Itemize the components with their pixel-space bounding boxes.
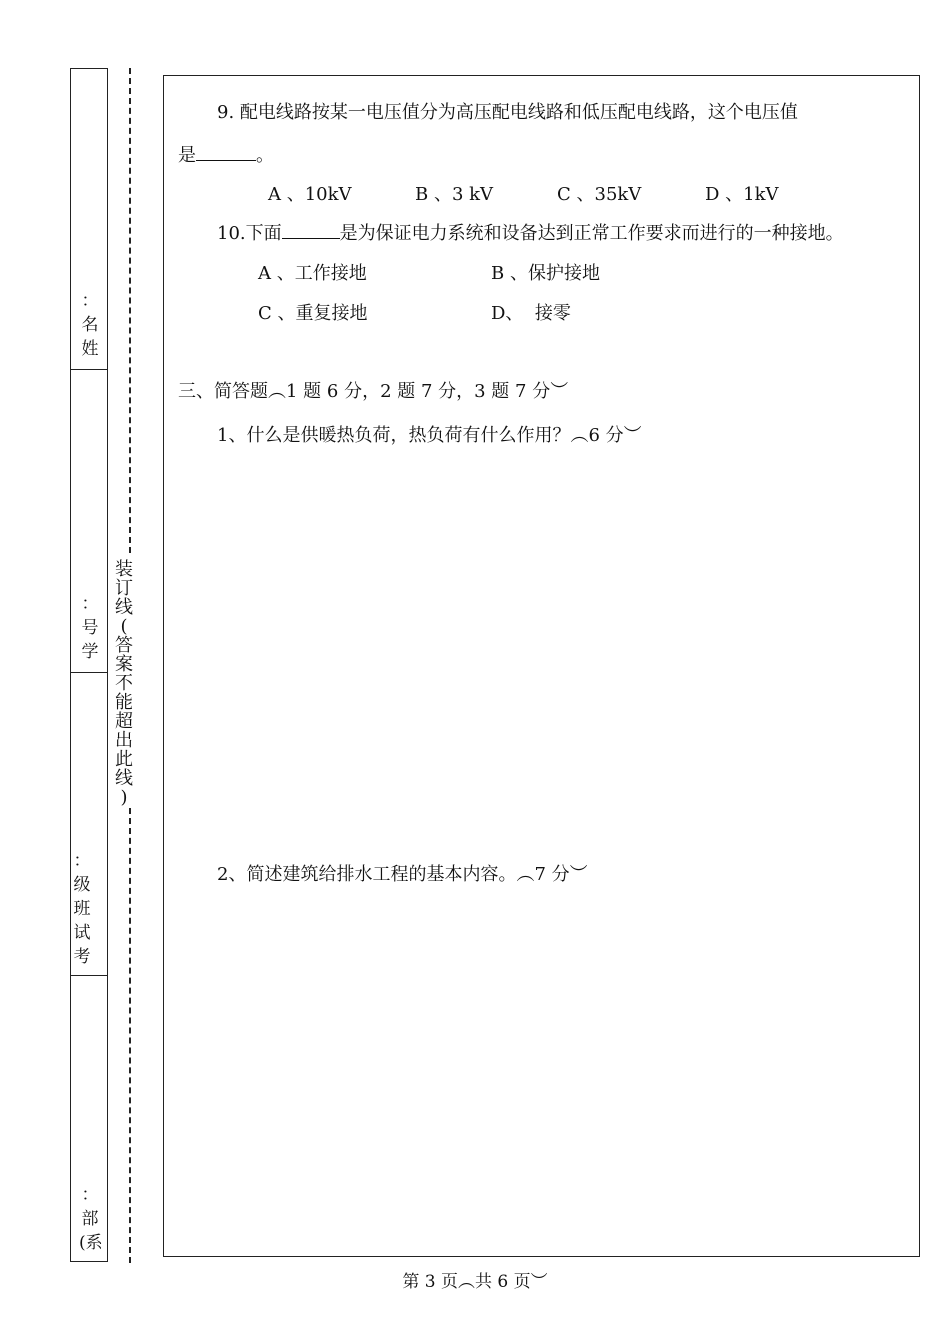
q9-line1: 9. 配电线路按某一电压值分为高压配电线路和低压配电线路，这个电压值 xyxy=(217,102,798,123)
binding-char: 此 xyxy=(115,749,133,770)
binding-char: 超 xyxy=(115,711,133,732)
q9-answer-blank xyxy=(196,144,256,161)
student-id-field-box xyxy=(70,369,108,673)
dept-label-char1: 部 xyxy=(81,1209,99,1229)
class-label-char3: 试 xyxy=(73,923,91,943)
class-label-char1: 级 xyxy=(73,875,91,895)
dept-label xyxy=(79,1183,101,1255)
q10-option-c: C 、重复接地 xyxy=(258,303,368,324)
q9-option-b: B 、3 kV xyxy=(415,184,494,205)
binding-char: 出 xyxy=(115,730,133,751)
section3-heading: 三、简答题︵1 题 6 分，2 题 7 分，3 题 7 分︶ xyxy=(178,381,569,402)
answer-frame xyxy=(163,75,920,1257)
class-label-char4: 考 xyxy=(73,947,91,967)
class-label-colon: ： xyxy=(73,851,91,871)
binding-char: 订 xyxy=(115,578,133,599)
q10-answer-blank xyxy=(282,222,340,239)
q9-line2-post: 。 xyxy=(256,145,274,166)
section3-q2: 2、简述建筑给排水工程的基本内容。︵7 分︶ xyxy=(217,864,588,885)
q9-line2-pre: 是 xyxy=(178,145,196,166)
page-footer: 第 3 页︵共 6 页︶ xyxy=(402,1272,548,1292)
binding-dashed-line-bottom xyxy=(129,808,131,1263)
name-field-box xyxy=(70,68,108,370)
binding-char: 线 xyxy=(115,597,133,618)
binding-char: ) xyxy=(120,787,128,808)
name-label-colon: ： xyxy=(81,291,99,311)
binding-char: 不 xyxy=(115,673,133,694)
binding-char: 答 xyxy=(115,635,133,656)
dept-label-char2: (系 xyxy=(79,1233,103,1253)
student-id-label xyxy=(79,592,101,664)
binding-dashed-line-top xyxy=(129,68,131,553)
q9-line2 xyxy=(178,141,274,167)
binding-char: 能 xyxy=(115,692,133,713)
q9-option-c: C 、35kV xyxy=(557,184,642,205)
q10-option-b: B 、保护接地 xyxy=(491,263,600,284)
dept-field-box xyxy=(70,975,108,1262)
class-label-char2: 班 xyxy=(73,899,91,919)
binding-char: 装 xyxy=(115,559,133,580)
binding-char: 线 xyxy=(115,768,133,789)
binding-line-text xyxy=(113,560,135,807)
q9-option-a: A 、10kV xyxy=(268,184,352,205)
name-label-char2: 姓 xyxy=(81,339,99,359)
student-id-label-colon: ： xyxy=(81,594,99,614)
class-field-box xyxy=(70,672,108,976)
dept-label-colon: ： xyxy=(81,1185,99,1205)
section3-q1: 1、什么是供暖热负荷，热负荷有什么作用？︵6 分︶ xyxy=(217,425,642,446)
name-label xyxy=(79,289,101,361)
binding-char: ( xyxy=(120,616,128,637)
q10-post: 是为保证电力系统和设备达到正常工作要求而进行的一种接地。 xyxy=(339,223,844,244)
student-id-label-char1: 号 xyxy=(81,618,99,638)
student-id-label-char2: 学 xyxy=(81,642,99,662)
q10-pre: 10.下面 xyxy=(217,223,282,244)
q9-option-d: D 、1kV xyxy=(705,184,779,205)
binding-char: 案 xyxy=(115,654,133,675)
class-label xyxy=(71,849,93,969)
q10-stem xyxy=(217,219,844,245)
q10-option-d: D、 接零 xyxy=(491,303,571,324)
q10-option-a: A 、工作接地 xyxy=(258,263,367,284)
name-label-char1: 名 xyxy=(81,315,99,335)
